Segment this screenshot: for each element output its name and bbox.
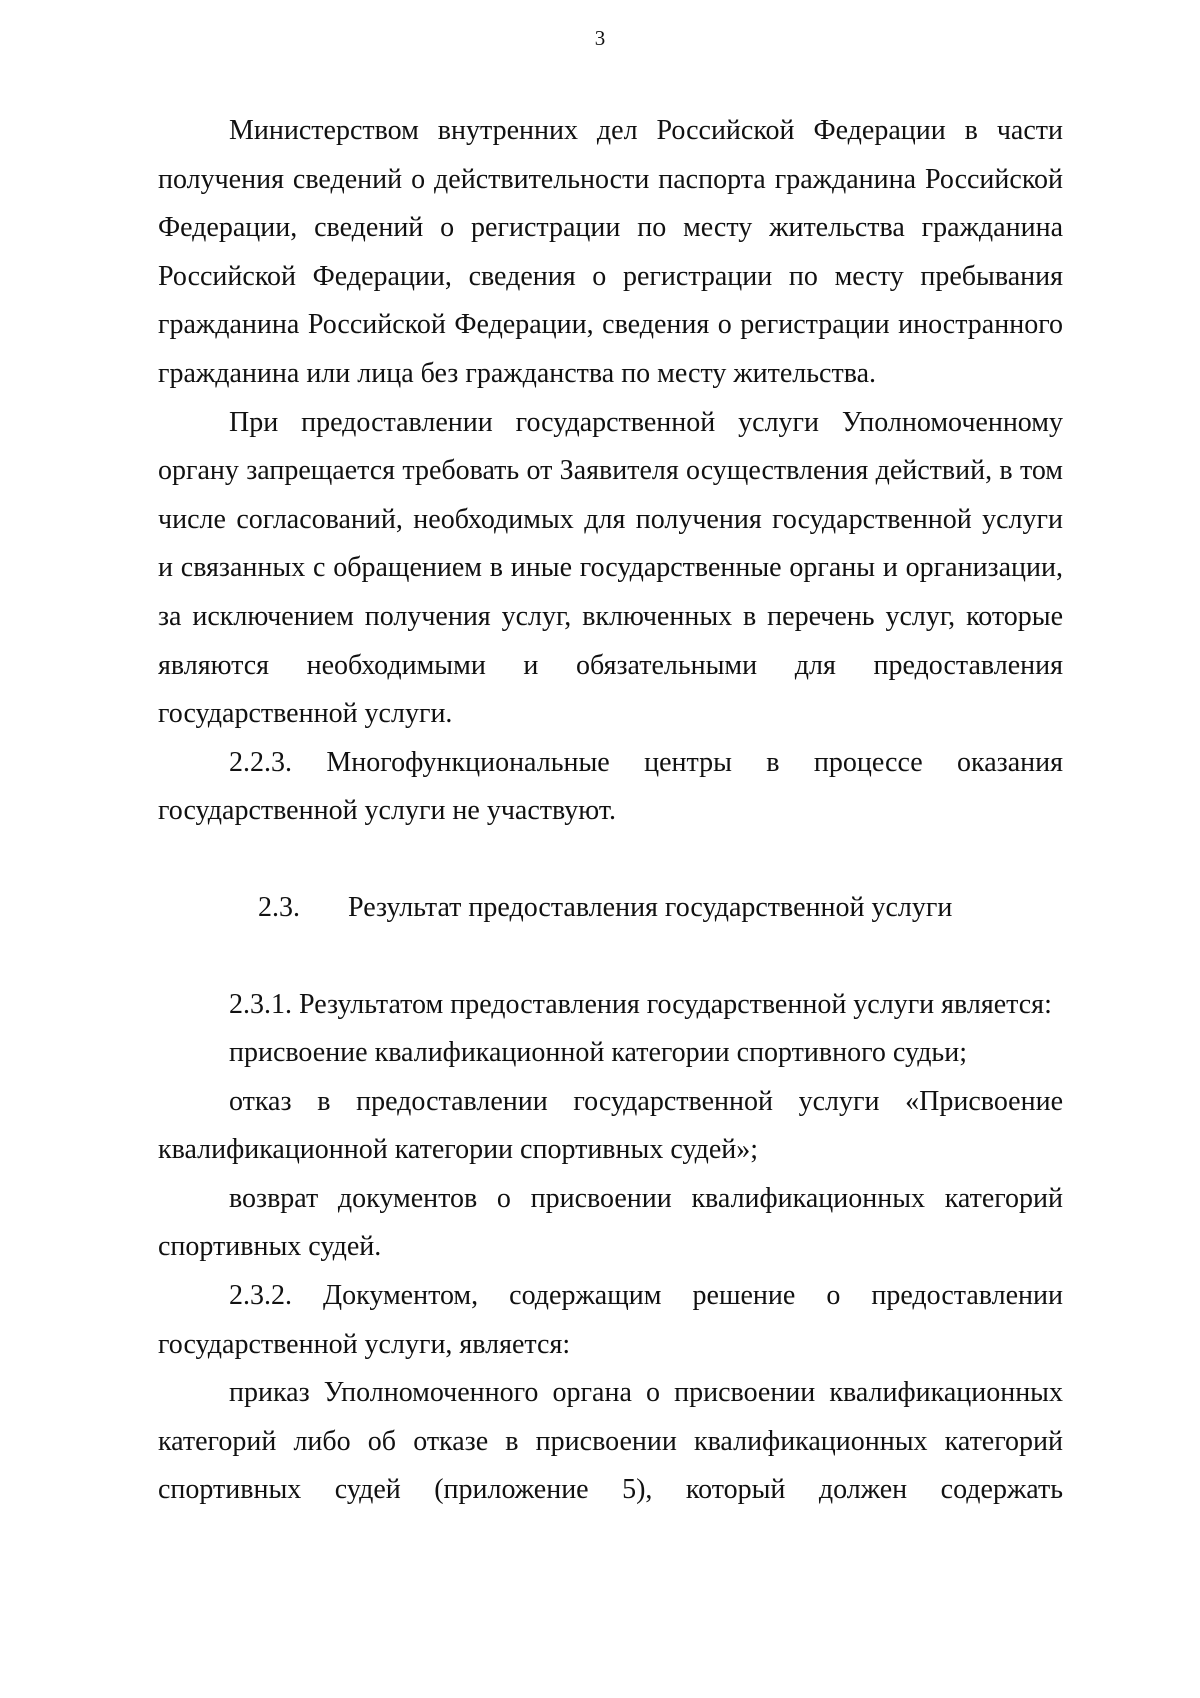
paragraph-2-3-2: 2.3.2. Документом, содержащим решение о предоставлении государственной услуги, является: <box>158 1280 1063 1360</box>
paragraph-2-2-3: 2.2.3. Многофункциональные центры в процессе оказания государственной услуги не участвуют. <box>158 746 1063 827</box>
paragraph-prohibition: При предоставлении государственной услуги Уполномоченному органу запрещается требовать от Заявителя осуществления действий, в том числе согласований, необходимых для получения государственной услуги и связанных с обращением в иные государственные органы и организации, за исключением получения услуг, включенных в перечень услуг, которые являются необходимыми и обязательными для предоставления государственной услуги. <box>158 406 1063 730</box>
list-item-return: возврат документов о присвоении квалификационных категорий спортивных судей. <box>158 1182 1063 1263</box>
page-number: 3 <box>594 26 606 50</box>
section-heading <box>158 884 1063 933</box>
section-title: Результат предоставления государственной услуги <box>348 891 953 923</box>
paragraph-2-3-1: 2.3.1. Результатом предоставления государственной услуги является: <box>229 988 1052 1020</box>
paragraph-order: приказ Уполномоченного органа о присвоении квалификационных категорий либо об отказе в присвоении квалификационных категорий спортивных судей (приложение 5), который должен содержать <box>158 1377 1063 1506</box>
paragraph-mvd-info: Министерством внутренних дел Российской Федерации в части получения сведений о действительности паспорта гражданина Российской Федерации, сведений о регистрации по месту жительства гражданина Российской Федерации, сведения о регистрации по месту пребывания гражданина Российской Федерации, сведения о регистрации иностранного гражданина или лица без гражданства по месту жительства. <box>158 115 1063 389</box>
list-item-refusal: отказ в предоставлении государственной услуги «Присвоение квалификационной категории спортивных судей»; <box>158 1085 1063 1166</box>
list-item-assignment: присвоение квалификационной категории спортивного судьи; <box>229 1037 967 1069</box>
document-body <box>158 107 1063 1515</box>
section-number: 2.3. <box>258 891 300 923</box>
